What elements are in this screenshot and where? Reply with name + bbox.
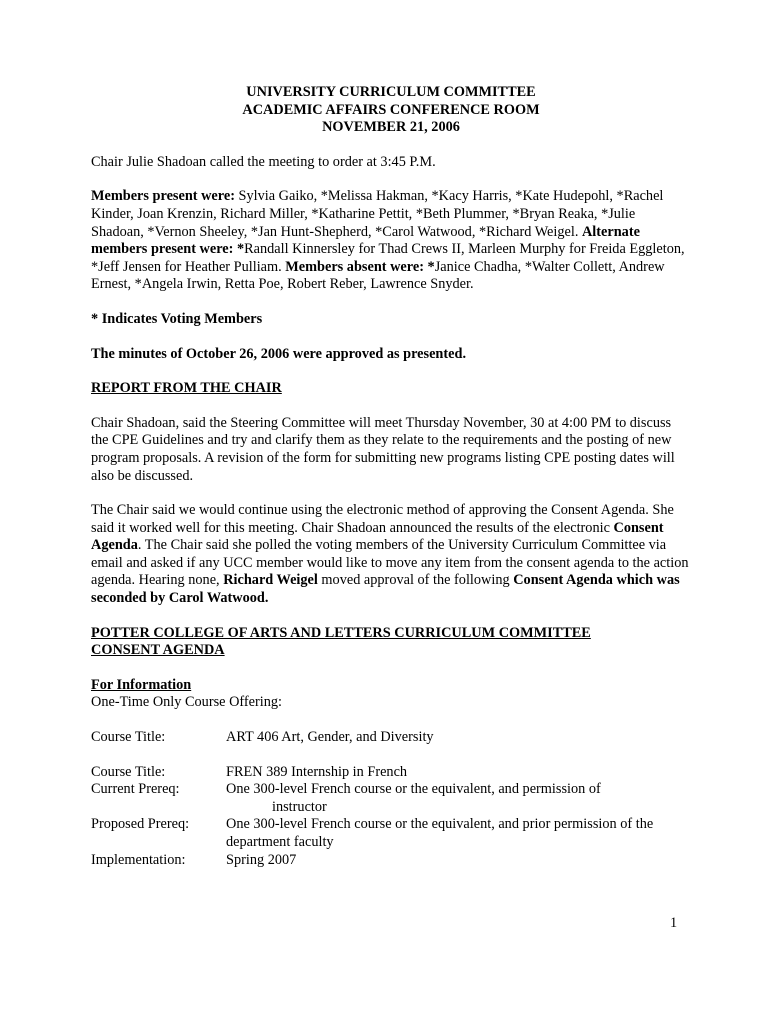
course-title-label: Course Title: (91, 763, 166, 780)
members-present-label: Members present were: (91, 188, 235, 205)
course-row-current-prereq (91, 781, 691, 816)
course-title-value: FREN 389 Internship in French (226, 763, 408, 780)
voting-members-note: * Indicates Voting Members (91, 310, 263, 327)
potter-college-heading (91, 625, 691, 660)
minutes-approval-note: The minutes of October 26, 2006 were approved as presented. (91, 345, 467, 362)
document-page (91, 84, 691, 886)
implementation-label: Implementation: (91, 851, 186, 868)
implementation-value: Spring 2007 (226, 851, 297, 868)
course-title-value: ART 406 Art, Gender, and Diversity (226, 729, 434, 746)
alternate-members-list: Randall Kinnersley for Thad Crews II, Marleen Murphy for Freida Eggleton, *Jeff Jensen for Heather Pulliam. (91, 241, 685, 275)
page-number: 1 (670, 915, 678, 931)
course-row-title (91, 729, 691, 747)
course-row-title (91, 764, 691, 782)
current-prereq-value (226, 781, 691, 816)
attendance-paragraph (91, 188, 691, 294)
mover-name: Richard Weigel (223, 572, 318, 589)
header-location: ACADEMIC AFFAIRS CONFERENCE ROOM (242, 101, 540, 118)
for-information-heading: For Information (91, 676, 192, 693)
current-prereq-line-1: One 300-level French course or the equivalent, and permission of (226, 781, 601, 798)
potter-heading-line-1: POTTER COLLEGE OF ARTS AND LETTERS CURRICULUM COMMITTEE (91, 624, 591, 641)
header-committee: UNIVERSITY CURRICULUM COMMITTEE (246, 84, 536, 100)
current-prereq-line-2: instructor (272, 798, 327, 815)
members-present-list: Sylvia Gaiko, *Melissa Hakman, *Kacy Harris, *Kate Hudepohl, *Rachel Kinder, Joan Krenzin, Richard Miller, *Katharine Pettit, *Beth Plummer, *Bryan Reaka, *Julie Shadoan, *Vernon Sheeley, *Jan Hunt-Shepherd, *Carol Watwood, *Richard Weigel. (91, 188, 664, 240)
potter-heading-line-2: CONSENT AGENDA (91, 642, 225, 659)
course-row-proposed-prereq (91, 816, 691, 851)
proposed-prereq-label: Proposed Prereq: (91, 816, 190, 833)
proposed-prereq-value: One 300-level French course or the equivalent, and prior permission of the department faculty (226, 816, 654, 850)
header-date: NOVEMBER 21, 2006 (322, 119, 460, 136)
report-text-a: The Chair said we would continue using the electronic method of approving the Consent Agenda. She said it worked well for this meeting. Chair Shadoan announced the results of the electronic (91, 502, 674, 536)
current-prereq-label: Current Prereq: (91, 781, 180, 798)
course-table-fren389 (91, 764, 691, 870)
one-time-offering-label: One-Time Only Course Offering: (91, 694, 283, 711)
document-header (91, 84, 691, 137)
members-absent-list: Janice Chadha, *Walter Collett, Andrew Ernest, *Angela Irwin, Retta Poe, Robert Reber, Lawrence Snyder. (91, 258, 665, 293)
course-title-label: Course Title: (91, 729, 166, 746)
alternate-members-label: Alternate members present were: * (91, 223, 640, 258)
report-heading: REPORT FROM THE CHAIR (91, 380, 282, 397)
consent-agenda-seconded: Consent Agenda which was seconded by Carol Watwood. (91, 572, 680, 607)
report-text-c: . The Chair said she polled the voting members of the University Curriculum Committee via email and asked if any UCC member would like to move any item from the consent agenda to the action agenda. Hearing none, (91, 537, 689, 589)
report-text-e: moved approval of the following (317, 572, 514, 589)
consent-agenda-term: Consent Agenda (91, 519, 664, 554)
course-table-art406 (91, 729, 691, 747)
members-absent-label: Members absent were: * (285, 258, 435, 275)
report-paragraph-1: Chair Shadoan, said the Steering Committee will meet Thursday November, 30 at 4:00 PM to discuss the CPE Guidelines and try and clarify them as they relate to the requirements and the posting of new program proposals. A revision of the form for submitting new programs listing CPE posting dates will also be discussed. (91, 414, 675, 484)
report-paragraph-2 (91, 502, 691, 608)
course-row-implementation (91, 852, 691, 870)
call-to-order: Chair Julie Shadoan called the meeting to order at 3:45 P.M. (91, 153, 436, 170)
